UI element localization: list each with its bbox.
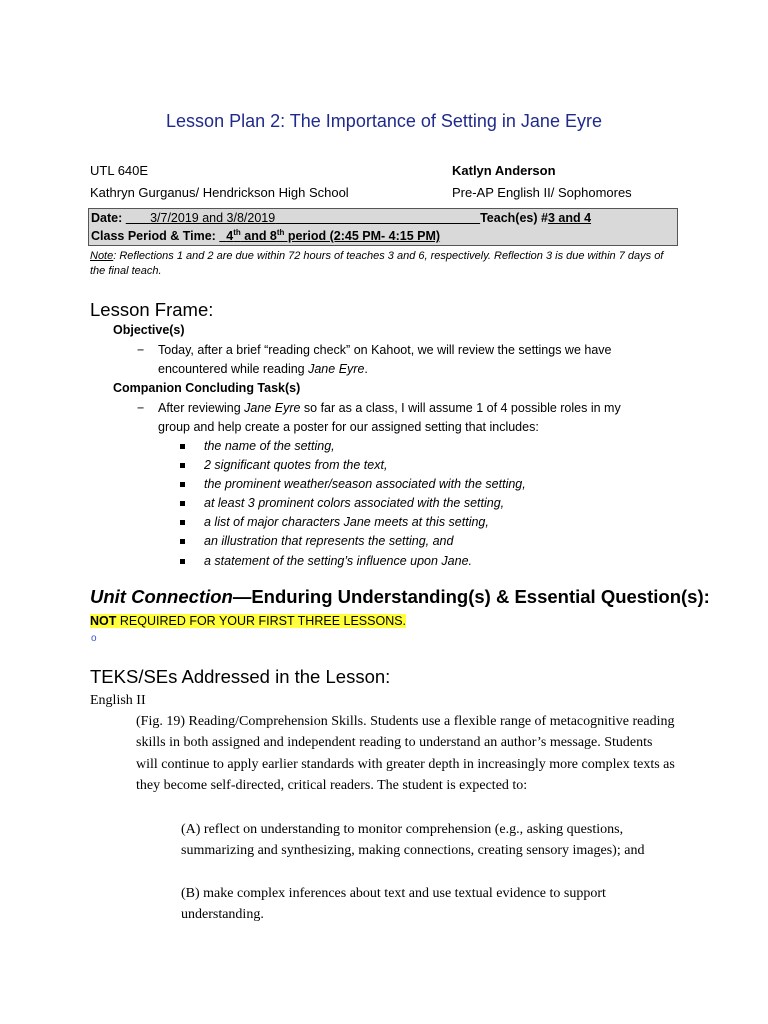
- course-code: UTL 640E: [90, 163, 149, 178]
- teks-subject: English II: [90, 693, 146, 708]
- period-row: [91, 228, 440, 243]
- teks-paragraph: (Fig. 19) Reading/Comprehension Skills. Students use a flexible range of metacognitive reading skills in both assigned and independent reading to understand an author’s message. Students will continue to apply earlier standards with greater depth in increasingly more complex texts as they become self-directed, critical readers. The student is expected to:: [136, 714, 675, 793]
- teks-item-a: (A) reflect on understanding to monitor comprehension (e.g., asking questions, summarizing and synthesizing, making connections, creating sensory images); and: [181, 822, 645, 859]
- teks-heading: TEKS/SEs Addressed in the Lesson:: [90, 666, 391, 687]
- list-item: an illustration that represents the setting, and: [180, 532, 526, 551]
- objective-text-line1: Today, after a brief “reading check” on Kahoot, we will review the settings we have: [158, 343, 612, 357]
- square-bullet-icon: [180, 520, 185, 525]
- unit-highlight-note: NOT REQUIRED FOR YOUR FIRST THREE LESSONS.: [90, 614, 407, 628]
- square-bullet-icon: [180, 539, 185, 544]
- list-item: the prominent weather/season associated with the setting,: [180, 475, 526, 494]
- square-bullet-icon: [180, 559, 185, 564]
- task-bullet-list: [180, 437, 526, 571]
- square-bullet-icon: [180, 463, 185, 468]
- list-item: a statement of the setting’s influence upon Jane.: [180, 552, 526, 571]
- date-label: Date:: [91, 211, 123, 225]
- square-bullet-icon: [180, 501, 185, 506]
- teach-label: Teach(es) #: [480, 211, 548, 225]
- dash-icon: −: [137, 343, 145, 357]
- list-item: 2 significant quotes from the text,: [180, 456, 526, 475]
- note: Note: Reflections 1 and 2 are due within 72 hours of teaches 3 and 6, respectively. Reflection 3 is due within 7 days of the final teach.: [90, 250, 664, 277]
- task-label: Companion Concluding Task(s): [113, 381, 301, 395]
- date-row: [91, 211, 591, 225]
- task-text-line2: group and help create a poster for our assigned setting that includes:: [158, 420, 539, 434]
- teks-item-b: (B) make complex inferences about text and use textual evidence to support understanding.: [181, 886, 606, 923]
- period-label: Class Period & Time:: [91, 229, 216, 244]
- objective-text-line2: encountered while reading Jane Eyre.: [158, 362, 368, 376]
- square-bullet-icon: [180, 444, 185, 449]
- list-item: at least 3 prominent colors associated with the setting,: [180, 494, 526, 513]
- list-item: a list of major characters Jane meets at this setting,: [180, 513, 526, 532]
- period-value: 4th and 8th period (2:45 PM- 4:15 PM): [226, 228, 441, 244]
- school-name: Kathryn Gurganus/ Hendrickson High School: [90, 185, 349, 200]
- dash-icon: −: [137, 401, 145, 415]
- unit-connection-heading: Unit Connection—Enduring Understanding(s) & Essential Question(s):: [90, 586, 710, 607]
- class-name: Pre-AP English II/ Sophomores: [452, 185, 632, 200]
- list-item: the name of the setting,: [180, 437, 526, 456]
- author-name: Katlyn Anderson: [452, 163, 556, 178]
- objective-label: Objective(s): [113, 323, 185, 337]
- circle-bullet-icon: o: [91, 633, 97, 644]
- date-value: 3/7/2019 and 3/8/2019: [150, 211, 276, 225]
- date-box: [88, 208, 678, 246]
- task-text-line1: After reviewing Jane Eyre so far as a class, I will assume 1 of 4 possible roles in my: [158, 401, 621, 415]
- page-title: Lesson Plan 2: The Importance of Setting in Jane Eyre: [166, 111, 602, 131]
- lesson-frame-heading: Lesson Frame:: [90, 299, 214, 320]
- teach-value: 3 and 4: [547, 211, 592, 225]
- square-bullet-icon: [180, 482, 185, 487]
